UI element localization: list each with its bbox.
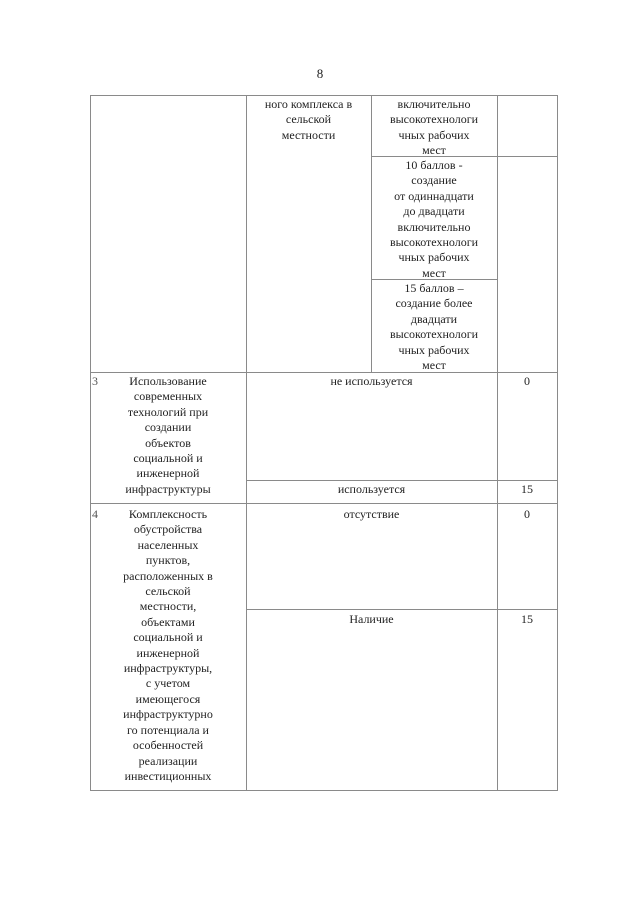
option-text-3: 15 баллов – создание более двадцати высокотехнологи чных рабочих мест [389,281,479,373]
row-3-option-2-score: 15 [521,482,533,496]
row-4-option-2-score: 15 [521,612,533,626]
row-3-option-1-label: не используется [330,374,413,388]
criterion-tail: ного комплекса в сельской местности [264,97,353,142]
option-text-1: включительно высокотехнологи чных рабочих мест [389,97,479,158]
row-3-number: 3 [92,374,98,388]
table-top-border [90,95,558,96]
row-3-criterion: Использование современных технологий при создании объектов социальной и инженерной инфраструктуры [125,374,211,496]
page-number: 8 [316,66,324,81]
table-col-line-right [557,95,558,790]
table-bottom-border [90,790,558,791]
row-4-option-separator [246,609,558,610]
row-4-number: 4 [92,507,98,521]
row-3-option-2-label: используется [337,482,406,496]
row-3-option-1-score: 0 [524,374,530,388]
row-4-option-1-score: 0 [524,507,530,521]
row-4-option-1-label: отсутствие [343,507,400,521]
table-col-line-criterion [246,95,247,790]
option-text-2: 10 баллов - создание от одиннадцати до двадцати включительно высокотехнологи чных рабочих мест [389,158,479,280]
row-4-option-2-label: Наличие [349,612,394,626]
row-4-top-border [90,503,558,504]
table-col-line-score [497,95,498,790]
row-3-option-separator [246,480,558,481]
row-4-criterion: Комплексность обустройства населенных пунктов, расположенных в сельской местности, объектами социальной и инженерной инфраструктуры, с учетом имеющегося инфраструктурно го потенциала и особенностей реализации инвестиционных [123,507,213,783]
